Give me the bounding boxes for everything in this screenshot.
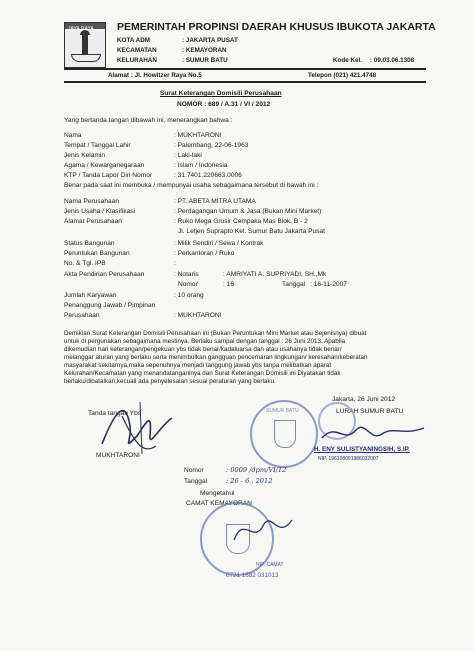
akta-nomor-value: : 16 [223, 281, 234, 288]
field-label: Tempat / Tanggal Lahir [64, 142, 131, 149]
field-value: : 31.7401.220663.0006 [174, 172, 242, 179]
header-rule-top [64, 68, 426, 70]
statement-text: Benar pada saat ini membuka / mempunyai usaha sebagaimana tersebut di bawah ini : [64, 182, 319, 189]
field-label: Nama Perusahaan [64, 198, 119, 205]
mengetahui-text: Mengetahui [200, 490, 235, 497]
place-date: Jakarta, 26 Juni 2012 [332, 396, 396, 403]
camat-stamp-name: NIP. CAMAT [256, 562, 284, 568]
holder-name: MUKHTARONI [96, 452, 140, 459]
camat-signature-icon [228, 510, 298, 550]
kelurahan-value: : SUMUR BATU [182, 57, 228, 64]
holder-signature-caption: Tanda tangan Ybs [88, 410, 142, 417]
reg-tanggal-label: Tanggal [184, 478, 208, 485]
emblem-caption: JAYA RAYA [68, 26, 94, 32]
address-line-2: Jl. Letjen Suprapto Kel. Sumur Batu Jakarta Pusat [178, 228, 325, 235]
field-value: : PT. ABETA MITRA UTAMA [174, 198, 256, 205]
field-value: : MUKHTARONI [174, 132, 222, 139]
field-value: : Ruko Mega Grosir Cempaka Mas Blok. B - 2 [174, 218, 308, 225]
body-line: melanggar aturan yang berlaku serta menimbulkan gangguan pencemaran lingkungan/ keresahan/keberatan [64, 354, 368, 361]
kelurahan-label: KELURAHAN [117, 57, 157, 64]
document-number: NOMOR : 689 / A.31 / VI / 2012 [177, 101, 271, 108]
reg-nomor-label: Nomor [184, 467, 204, 474]
office-address: Alamat : Jl. Howitzer Raya No.5 [108, 72, 202, 79]
ipb-value: : [174, 260, 176, 267]
karyawan-label: Jumlah Karyawan [64, 292, 117, 299]
peruntukan-label: Peruntukan Bangunan [64, 250, 130, 257]
official-name: H. ENY SULISTYANINGSIH, S.IP. [314, 446, 410, 453]
field-label: Agama / Kewarganegaraan [64, 162, 145, 169]
reg-tanggal-value: : 26 - 6 . 2012 [226, 477, 273, 485]
official-nip: NIP. 196108091986032007 [318, 456, 379, 462]
field-label: Jenis Kelamin [64, 152, 106, 159]
peruntukan-value: : Perkantoran / Ruko [174, 250, 235, 257]
kota-value: : JAKARTA PUSAT [182, 37, 238, 44]
kota-label: KOTA ADM [117, 37, 150, 44]
body-line: untuk di pergunakan sebagaimana mestinya. Berlaku sampai dengan tanggal : 26 Juni 2013. Apabila [64, 338, 346, 345]
field-label: Alamat Perusahaan [64, 218, 122, 225]
reg-nomor-value: : 0009 /dpm/VI/12 [226, 466, 287, 474]
notaris-value: : AMRIYATI A. SUPRIYADI, SH.,Mk [223, 271, 327, 278]
intro-text: Yang bertanda tangan dibawah ini, menerangkan bahwa : [64, 117, 233, 124]
letterhead-title: PEMERINTAH PROPINSI DAERAH KHUSUS IBUKOTA JAKARTA [117, 21, 436, 33]
status-value: : Milik Sendiri / Sewa / Kontrak [174, 240, 264, 247]
phone-stamp: 0721 1682 031013 [226, 572, 279, 579]
status-label: Status Bangunan [64, 240, 115, 247]
kecamatan-label: KECAMATAN [117, 47, 157, 54]
body-line: masyarakat sekitarnya,maka sepenuhnya menjadi tanggung jawab ybs tanpa melibatkan aparat [64, 362, 332, 369]
body-line: Demikian Surat Keterangan Domisili Perusahaan ini (Bukan Peruntukan Mini Market atau Sejenisnya) dibuat [64, 330, 367, 337]
official-signature-icon [318, 416, 428, 450]
field-value: : Perdagangan Umum & Jasa (Bukan Mini Market) [174, 208, 322, 215]
body-line: dikemudian hari keterangan/pengekuan ybs tidak benar/kadaluarsa dan atau usahanya tidak benar/ [64, 346, 342, 353]
body-line: Kelurahan/Kecamatan yang menandatanganinya dan Surat Keterangan Domisili ini Diyatakan tidak [64, 370, 341, 377]
field-label: Nama [64, 132, 82, 139]
camat-title: CAMAT KEMAYORAN [186, 500, 252, 507]
body-line: berlaku/dibatalkan,kecuali ada penyelesaian sesuai peraturan yang berlaku. [64, 378, 276, 385]
akta-tanggal-value: : 16-11-2007 [310, 281, 347, 288]
akta-nomor-label: Nomor [178, 281, 198, 288]
field-label: Jenis Usaha / Klasifikasi [64, 208, 136, 215]
holder-signature-icon [92, 396, 182, 458]
field-value: : Islam / Indonesia [174, 162, 228, 169]
document-title: Surat Keterangan Domisili Perusahaan [160, 90, 282, 97]
akta-label: Akta Pendirian Perusahaan [64, 271, 145, 278]
kelurahan-stamp-icon [250, 400, 318, 468]
office-title: LURAH SUMUR BATU [336, 408, 404, 415]
header-rule-bottom [64, 81, 426, 83]
notaris-label: : Notaris [174, 271, 199, 278]
karyawan-value: : 10 orang [174, 292, 204, 299]
field-value: : Laki-laki [174, 152, 202, 159]
field-label: KTP / Tanda Lapor Diri Nomor [64, 172, 153, 179]
ipb-label: No. & Tgl. IPB [64, 260, 106, 267]
office-phone: Telepon (021) 421.4748 [308, 72, 377, 79]
kecamatan-value: : KEMAYORAN [182, 47, 227, 54]
pj-label: Penanggung Jawab / Pimpinan [64, 302, 156, 309]
akta-tanggal-label: Tanggal [282, 281, 306, 288]
pj-label-2: Perusahaan [64, 312, 100, 319]
kode-label: Kode Kel. [333, 57, 363, 64]
field-value: : Palembang, 22-06-1963 [174, 142, 249, 149]
stamp-text: SUMUR BATU [266, 408, 299, 414]
pj-value: : MUKHTARONI [174, 312, 222, 319]
kode-value: : 09.03.06.1308 [370, 57, 415, 64]
